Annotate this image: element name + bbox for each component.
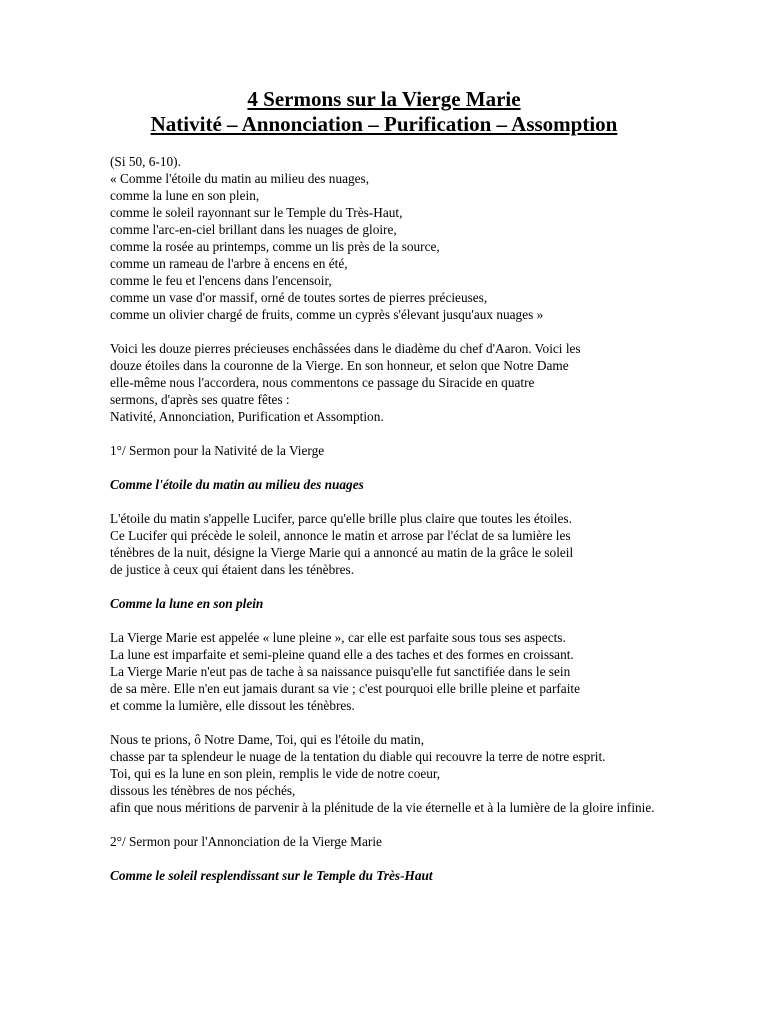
sermon-1-heading-morning-star: Comme l'étoile du matin au milieu des nuages xyxy=(110,477,364,492)
intro-line: sermons, d'après ses quatre fêtes : xyxy=(110,392,290,407)
paragraph-line: de justice à ceux qui étaient dans les ténèbres. xyxy=(110,562,355,577)
paragraph-gap xyxy=(110,323,666,340)
document-body xyxy=(110,153,666,884)
paragraph-gap xyxy=(110,493,666,510)
citation-line: comme l'arc-en-ciel brillant dans les nuages de gloire, xyxy=(110,222,397,237)
paragraph-gap xyxy=(110,850,666,867)
citation-line: comme la rosée au printemps, comme un lis près de la source, xyxy=(110,239,440,254)
paragraph-line: Ce Lucifer qui précède le soleil, annonce le matin et arrose par l'éclat de sa lumière les xyxy=(110,528,571,543)
intro-line: elle-même nous l'accordera, nous commentons ce passage du Siracide en quatre xyxy=(110,375,535,390)
citation-line: comme le soleil rayonnant sur le Temple du Très-Haut, xyxy=(110,205,403,220)
prayer-line: chasse par ta splendeur le nuage de la tentation du diable qui recouvre la terre de notre esprit. xyxy=(110,749,606,764)
citation-line: « Comme l'étoile du matin au milieu des nuages, xyxy=(110,171,370,186)
sermon-2-title: 2°/ Sermon pour l'Annonciation de la Vierge Marie xyxy=(110,834,382,849)
intro-line: douze étoiles dans la couronne de la Vierge. En son honneur, et selon que Notre Dame xyxy=(110,358,569,373)
prayer-line: Nous te prions, ô Notre Dame, Toi, qui es l'étoile du matin, xyxy=(110,732,425,747)
citation-line: comme la lune en son plein, xyxy=(110,188,260,203)
paragraph-line: de sa mère. Elle n'en eut jamais durant sa vie ; c'est pourquoi elle brille pleine et parfaite xyxy=(110,681,581,696)
paragraph-gap xyxy=(110,612,666,629)
intro-line: Nativité, Annonciation, Purification et Assomption. xyxy=(110,409,384,424)
citation-line: comme le feu et l'encens dans l'encensoir, xyxy=(110,273,332,288)
paragraph-line: La Vierge Marie n'eut pas de tache à sa naissance puisqu'elle fut sanctifiée dans le sein xyxy=(110,664,571,679)
paragraph-gap xyxy=(110,578,666,595)
sermon-2-heading-sun: Comme le soleil resplendissant sur le Temple du Très-Haut xyxy=(110,868,433,883)
sermon-1-title: 1°/ Sermon pour la Nativité de la Vierge xyxy=(110,443,325,458)
prayer-line: dissous les ténèbres de nos péchés, xyxy=(110,783,296,798)
paragraph-gap xyxy=(110,425,666,442)
prayer-line: afin que nous méritions de parvenir à la plénitude de la vie éternelle et à la lumière de la gloire infinie. xyxy=(110,800,655,815)
paragraph-line: La Vierge Marie est appelée « lune pleine », car elle est parfaite sous tous ses aspects. xyxy=(110,630,566,645)
sermon-1-heading-full-moon: Comme la lune en son plein xyxy=(110,596,264,611)
intro-line: Voici les douze pierres précieuses enchâssées dans le diadème du chef d'Aaron. Voici les xyxy=(110,341,581,356)
citation-line: comme un vase d'or massif, orné de toutes sortes de pierres précieuses, xyxy=(110,290,488,305)
paragraph-gap xyxy=(110,816,666,833)
title-block xyxy=(0,87,768,137)
paragraph-line: et comme la lumière, elle dissout les ténèbres. xyxy=(110,698,355,713)
paragraph-line: La lune est imparfaite et semi-pleine quand elle a des taches et des formes en croissant. xyxy=(110,647,574,662)
paragraph-gap xyxy=(110,714,666,731)
prayer-line: Toi, qui es la lune en son plein, remplis le vide de notre coeur, xyxy=(110,766,441,781)
citation-line: comme un rameau de l'arbre à encens en été, xyxy=(110,256,348,271)
paragraph-line: L'étoile du matin s'appelle Lucifer, parce qu'elle brille plus claire que toutes les étoiles. xyxy=(110,511,572,526)
citation-line: comme un olivier chargé de fruits, comme un cyprès s'élevant jusqu'aux nuages » xyxy=(110,307,544,322)
citation-reference: (Si 50, 6-10). xyxy=(110,154,181,169)
document-title: 4 Sermons sur la Vierge Marie xyxy=(247,87,521,111)
paragraph-line: ténèbres de la nuit, désigne la Vierge Marie qui a annoncé au matin de la grâce le soleil xyxy=(110,545,574,560)
document-subtitle: Nativité – Annonciation – Purification – Assomption xyxy=(150,112,618,136)
paragraph-gap xyxy=(110,459,666,476)
